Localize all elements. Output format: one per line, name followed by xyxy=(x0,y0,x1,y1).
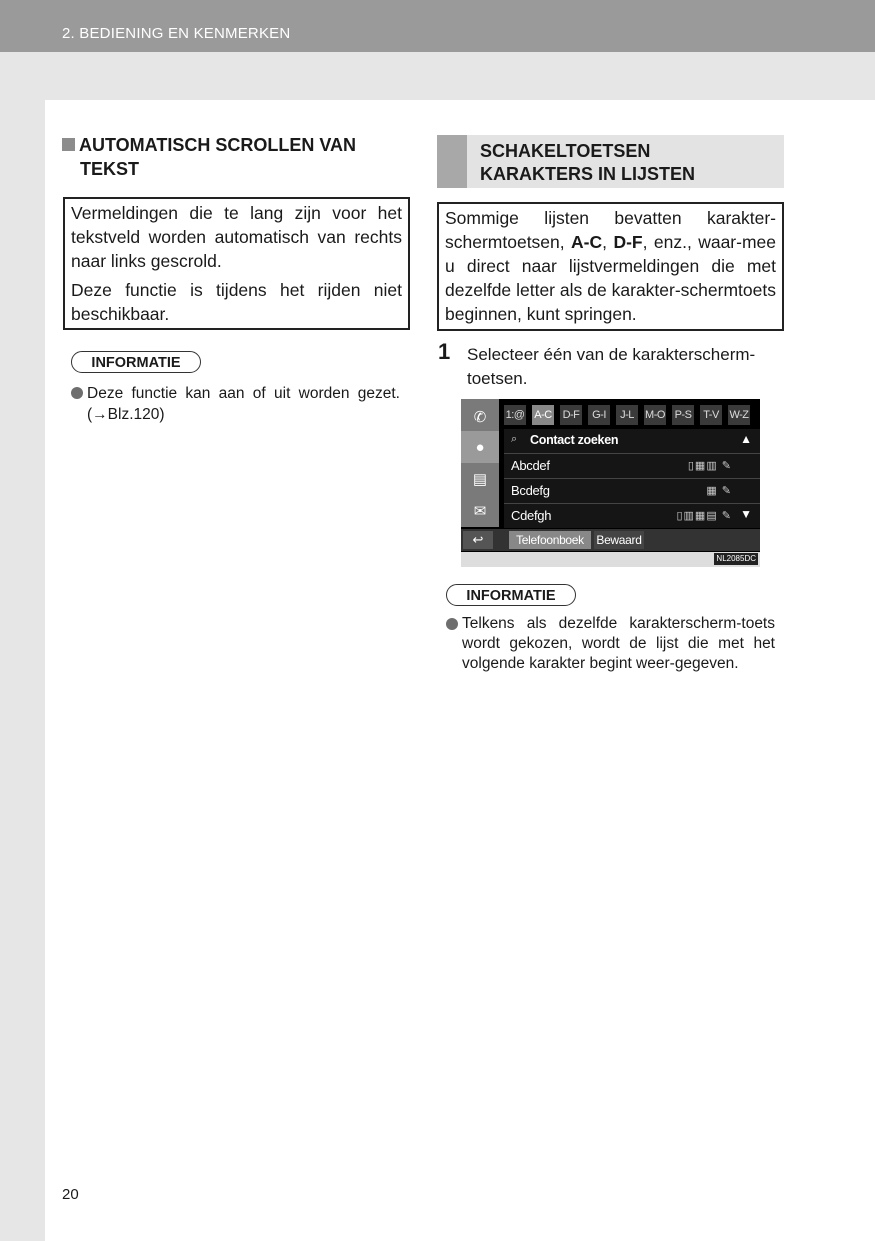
header-stripe xyxy=(437,135,467,188)
info-note xyxy=(87,383,400,425)
info-note-text: Deze functie kan aan of uit worden gezet. (→Blz.120) xyxy=(87,385,400,423)
contact-name: Cdefgh xyxy=(511,508,552,523)
header-line1: SCHAKELTOETSEN xyxy=(480,141,651,161)
bullet-icon xyxy=(71,387,83,399)
text-sep: , xyxy=(602,232,614,252)
key-label-d-f: D-F xyxy=(613,232,643,252)
back-icon: ↩ xyxy=(463,531,493,549)
step-number: 1 xyxy=(438,339,451,364)
char-tab-selected: A-C xyxy=(532,405,554,425)
screen-bottom-bar xyxy=(461,529,760,551)
step-instruction: Selecteer één van de karakterscherm-toetsen. xyxy=(467,345,756,388)
contact-name: Abcdef xyxy=(511,458,550,473)
char-tab: 1:@ xyxy=(504,405,526,425)
screen-side-menu xyxy=(461,399,499,527)
chapter-title: 2. BEDIENING EN KENMERKEN xyxy=(62,25,291,42)
bullet-icon xyxy=(446,618,458,630)
character-keys-paragraph xyxy=(445,206,776,326)
contact-name: Bcdefg xyxy=(511,483,550,498)
message-icon: ✉ xyxy=(473,503,487,520)
info-label: INFORMATIE xyxy=(71,351,201,373)
section-title-auto-scroll xyxy=(62,133,407,181)
info-label-2: INFORMATIE xyxy=(446,584,576,606)
contact-search-row xyxy=(504,429,760,453)
contact-icon: ● xyxy=(475,439,485,456)
char-tab: W-Z xyxy=(728,405,750,425)
section-title-line2: TEKST xyxy=(80,159,140,179)
phonebook-screen-image xyxy=(461,399,760,567)
scroll-down-icon: ▼ xyxy=(740,507,752,521)
char-tab: G-I xyxy=(588,405,610,425)
text-part2: , enz., waar-mee u direct naar lijstvermeldingen die met dezelfde letter als de karakter-schermtoets beginnen, kunt springen. xyxy=(445,232,777,324)
section-square-icon xyxy=(62,138,75,151)
history-icon: ▤ xyxy=(472,471,488,488)
contact-row xyxy=(504,454,760,478)
chapter-header-bar xyxy=(0,0,875,52)
screen-caption-strip xyxy=(461,552,760,567)
contact-row xyxy=(504,479,760,503)
contact-list xyxy=(504,429,760,528)
phonebook-tab: Telefoonboek xyxy=(509,531,591,549)
char-tab: P-S xyxy=(672,405,694,425)
description-paragraph-1: Vermeldingen die te lang zijn voor het tekstveld worden automatisch van rechts naar links gescrold. xyxy=(71,203,402,271)
character-keys-description-box xyxy=(437,202,784,331)
description-paragraph-2: Deze functie is tijdens het rijden niet beschikbaar. xyxy=(71,280,402,324)
header-line2: KARAKTERS IN LIJSTEN xyxy=(480,164,696,184)
char-tab: D-F xyxy=(560,405,582,425)
char-tab: T-V xyxy=(700,405,722,425)
info-note-2 xyxy=(462,614,775,674)
section-header-text xyxy=(480,140,695,186)
phone-icon: ✆ xyxy=(473,409,487,426)
contact-row xyxy=(504,504,760,528)
saved-tab: Bewaard xyxy=(594,531,644,549)
search-icon: ⌕ xyxy=(511,433,518,445)
char-tab: M-O xyxy=(644,405,666,425)
section-title-line1: AUTOMATISCH SCROLLEN VAN xyxy=(79,135,356,155)
info-note-2-text: Telkens als dezelfde karakterscherm-toets wordt gekozen, wordt de lijst die met het volgende karakter begint weer-gegeven. xyxy=(462,615,775,672)
contact-type-icons: ▦ ✎ xyxy=(706,485,732,497)
section-header-character-keys xyxy=(437,135,784,188)
text-part1: Sommige lijsten bevatten karakter-schermtoetsen, xyxy=(445,208,776,252)
scroll-up-icon: ▲ xyxy=(740,432,752,446)
auto-scroll-description-box xyxy=(63,197,410,330)
image-code: NL2085DC xyxy=(716,554,756,563)
char-tab: J-L xyxy=(616,405,638,425)
contact-type-icons: ▯▥▦▤ ✎ xyxy=(676,510,732,522)
contact-search-label: Contact zoeken xyxy=(530,433,619,447)
page-number: 20 xyxy=(62,1186,79,1203)
key-label-a-c: A-C xyxy=(571,232,603,252)
contact-type-icons: ▯▦▥ ✎ xyxy=(687,460,732,472)
